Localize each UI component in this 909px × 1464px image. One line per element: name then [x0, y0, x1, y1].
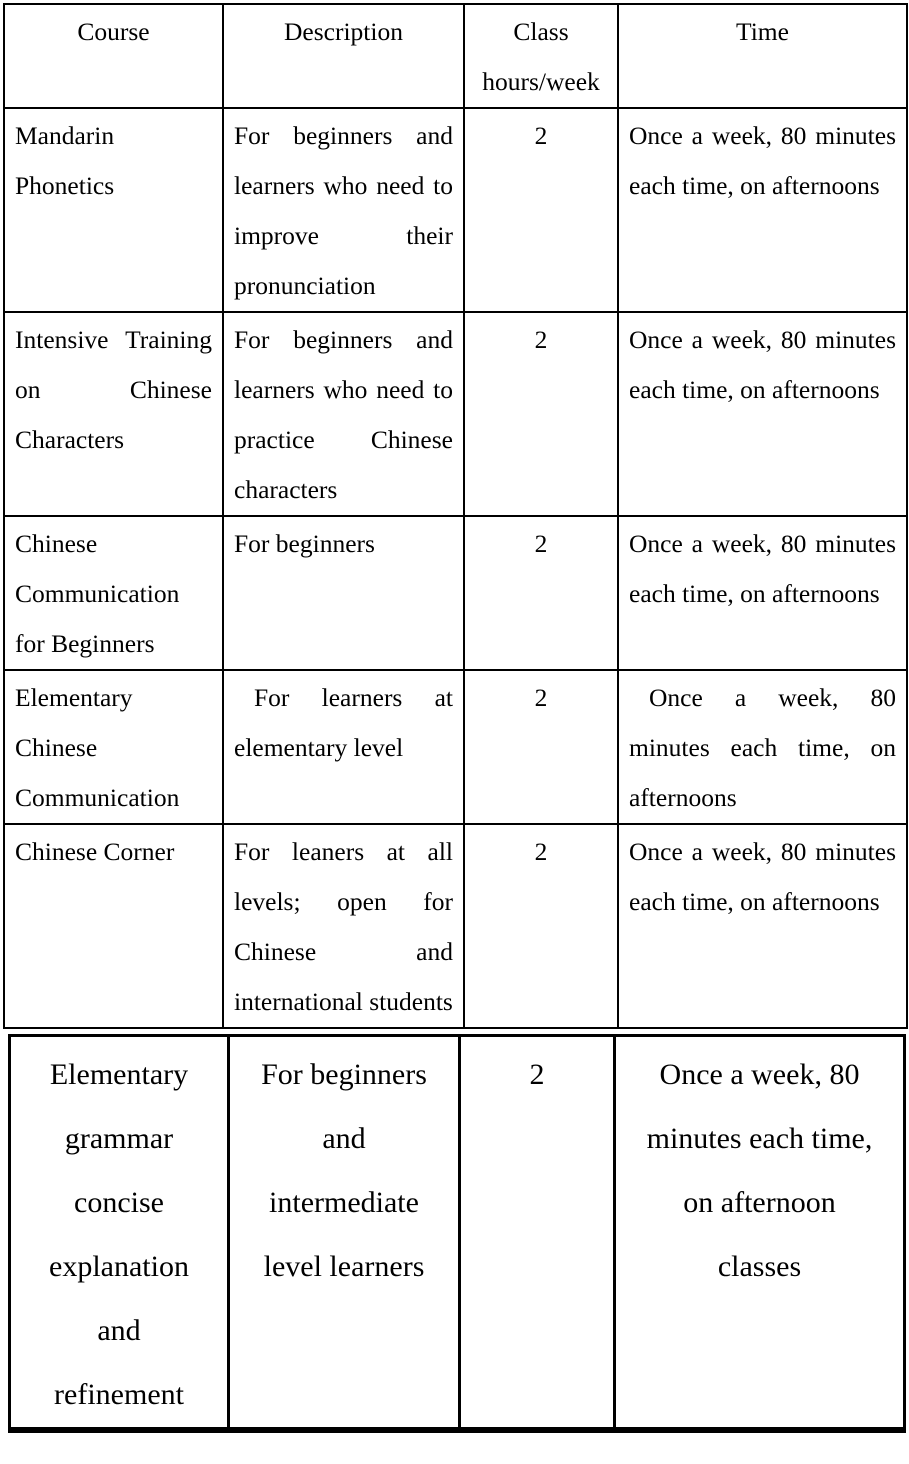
header-description: Description	[223, 4, 464, 108]
description-cell: For beginners and learners who need to improve their pronunciation	[223, 108, 464, 312]
class-hours-cell: 2	[464, 108, 618, 312]
time-cell: Once a week, 80 minutes each time, on afternoons	[618, 108, 907, 312]
time-cell: Once a week, 80 minutes each time, on afternoons	[618, 516, 907, 670]
description-cell: For beginners and learners who need to practice Chinese characters	[223, 312, 464, 516]
course-cell: Intensive Training on Chinese Characters	[4, 312, 223, 516]
class-hours-cell: 2	[464, 670, 618, 824]
course-cell: Elementary Chinese Communication	[4, 670, 223, 824]
course-schedule-table	[3, 3, 908, 1029]
class-hours-cell: 2	[464, 824, 618, 1028]
header-time: Time	[618, 4, 907, 108]
description-cell: For beginners	[223, 516, 464, 670]
table-row	[4, 108, 907, 312]
course-cell: Elementary grammar concise explanation and refinement	[10, 1036, 229, 1431]
time-cell: Once a week, 80 minutes each time, on afternoons	[618, 824, 907, 1028]
table-row	[4, 824, 907, 1028]
class-hours-cell: 2	[464, 516, 618, 670]
table-row	[4, 670, 907, 824]
table-row	[4, 312, 907, 516]
grammar-course-table	[8, 1034, 906, 1433]
description-cell: For leaners at all levels; open for Chinese and international students	[223, 824, 464, 1028]
class-hours-cell: 2	[460, 1036, 615, 1431]
time-cell: Once a week, 80 minutes each time, on afternoons	[618, 670, 907, 824]
table-row	[4, 516, 907, 670]
description-cell: For beginners and intermediate level learners	[229, 1036, 460, 1431]
header-course: Course	[4, 4, 223, 108]
course-cell: Mandarin Phonetics	[4, 108, 223, 312]
description-cell: For learners at elementary level	[223, 670, 464, 824]
header-class-hours: Class hours/week	[464, 4, 618, 108]
class-hours-cell: 2	[464, 312, 618, 516]
time-cell: Once a week, 80 minutes each time, on afternoon classes	[615, 1036, 905, 1431]
course-cell: Chinese Communication for Beginners	[4, 516, 223, 670]
time-cell: Once a week, 80 minutes each time, on afternoons	[618, 312, 907, 516]
header-row	[4, 4, 907, 108]
table-row	[10, 1036, 905, 1431]
course-cell: Chinese Corner	[4, 824, 223, 1028]
